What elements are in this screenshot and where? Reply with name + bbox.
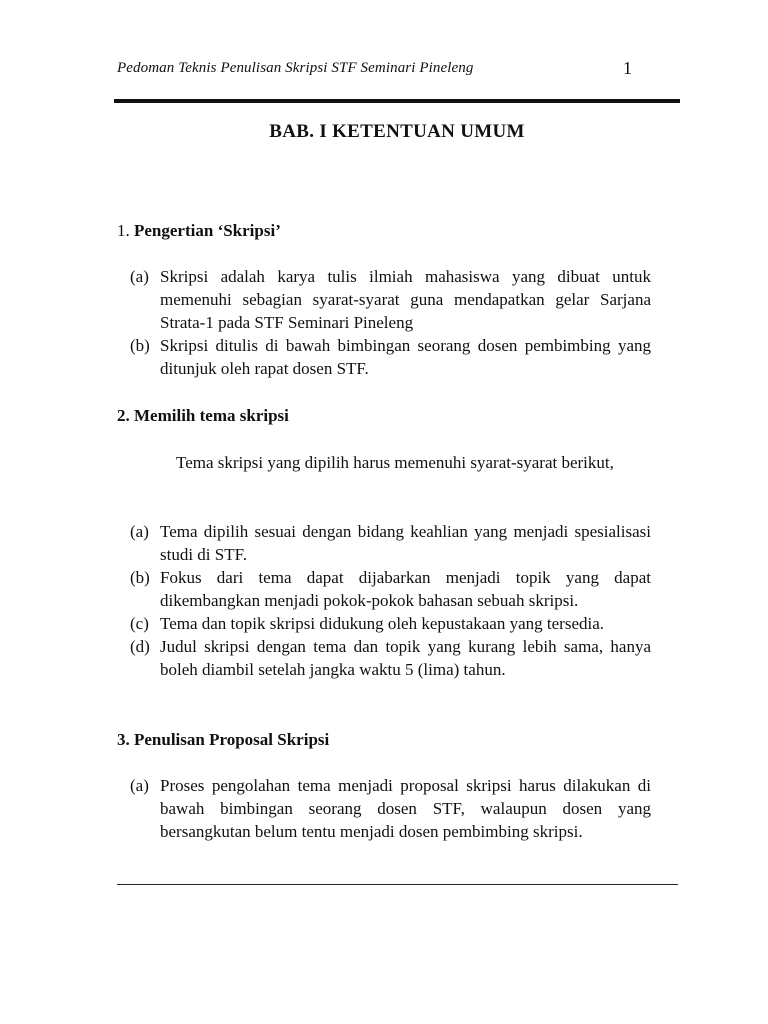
footer-rule <box>117 884 678 885</box>
list-marker: (d) <box>130 637 150 656</box>
chapter-title: BAB. I KETENTUAN UMUM <box>269 121 525 142</box>
running-header-title: Pedoman Teknis Penulisan Skripsi STF Seminari Pineleng <box>117 60 474 76</box>
list-item <box>130 334 651 380</box>
list-item-text: Skripsi ditulis di bawah bimbingan seorang dosen pembimbing yang ditunjuk oleh rapat dosen STF. <box>160 336 651 378</box>
section-1-list <box>130 265 651 380</box>
section-3-list <box>130 774 651 843</box>
section-2-heading: 2. Memilih tema skripsi <box>117 406 289 425</box>
list-item <box>130 612 651 635</box>
section-1-heading <box>117 221 281 241</box>
list-marker: (c) <box>130 614 149 633</box>
list-marker: (b) <box>130 568 150 587</box>
list-item <box>130 635 651 681</box>
list-item <box>130 520 651 566</box>
list-item-text: Tema dipilih sesuai dengan bidang keahlian yang menjadi spesialisasi studi di STF. <box>160 522 651 564</box>
section-3-heading: 3. Penulisan Proposal Skripsi <box>117 730 330 749</box>
list-item <box>130 774 651 843</box>
list-item-text: Fokus dari tema dapat dijabarkan menjadi topik yang dapat dikembangkan menjadi pokok-pokok bahasan sebuah skripsi. <box>160 568 651 610</box>
page-number: 1 <box>623 58 632 78</box>
list-marker: (a) <box>130 522 149 541</box>
section-1-title: Pengertian ‘Skripsi’ <box>134 221 281 240</box>
list-item-text: Judul skripsi dengan tema dan topik yang kurang lebih sama, hanya boleh diambil setelah jangka waktu 5 (lima) tahun. <box>160 637 651 679</box>
list-item <box>130 265 651 334</box>
list-item-text: Proses pengolahan tema menjadi proposal skripsi harus dilakukan di bawah bimbingan seorang dosen STF, walaupun dosen yang bersangkutan belum tentu menjadi dosen pembimbing skripsi. <box>160 776 651 841</box>
list-marker: (a) <box>130 776 149 795</box>
list-marker: (a) <box>130 267 149 286</box>
section-2-intro: Tema skripsi yang dipilih harus memenuhi syarat-syarat berikut, <box>176 453 614 472</box>
section-2-list <box>130 520 651 681</box>
list-marker: (b) <box>130 336 150 355</box>
section-1-number: 1. <box>117 221 130 240</box>
list-item-text: Tema dan topik skripsi didukung oleh kepustakaan yang tersedia. <box>160 614 605 633</box>
header-rule <box>114 99 680 103</box>
list-item <box>130 566 651 612</box>
list-item-text: Skripsi adalah karya tulis ilmiah mahasiswa yang dibuat untuk memenuhi sebagian syarat-syarat guna mendapatkan gelar Sarjana Strata-1 pada STF Seminari Pineleng <box>160 267 651 332</box>
